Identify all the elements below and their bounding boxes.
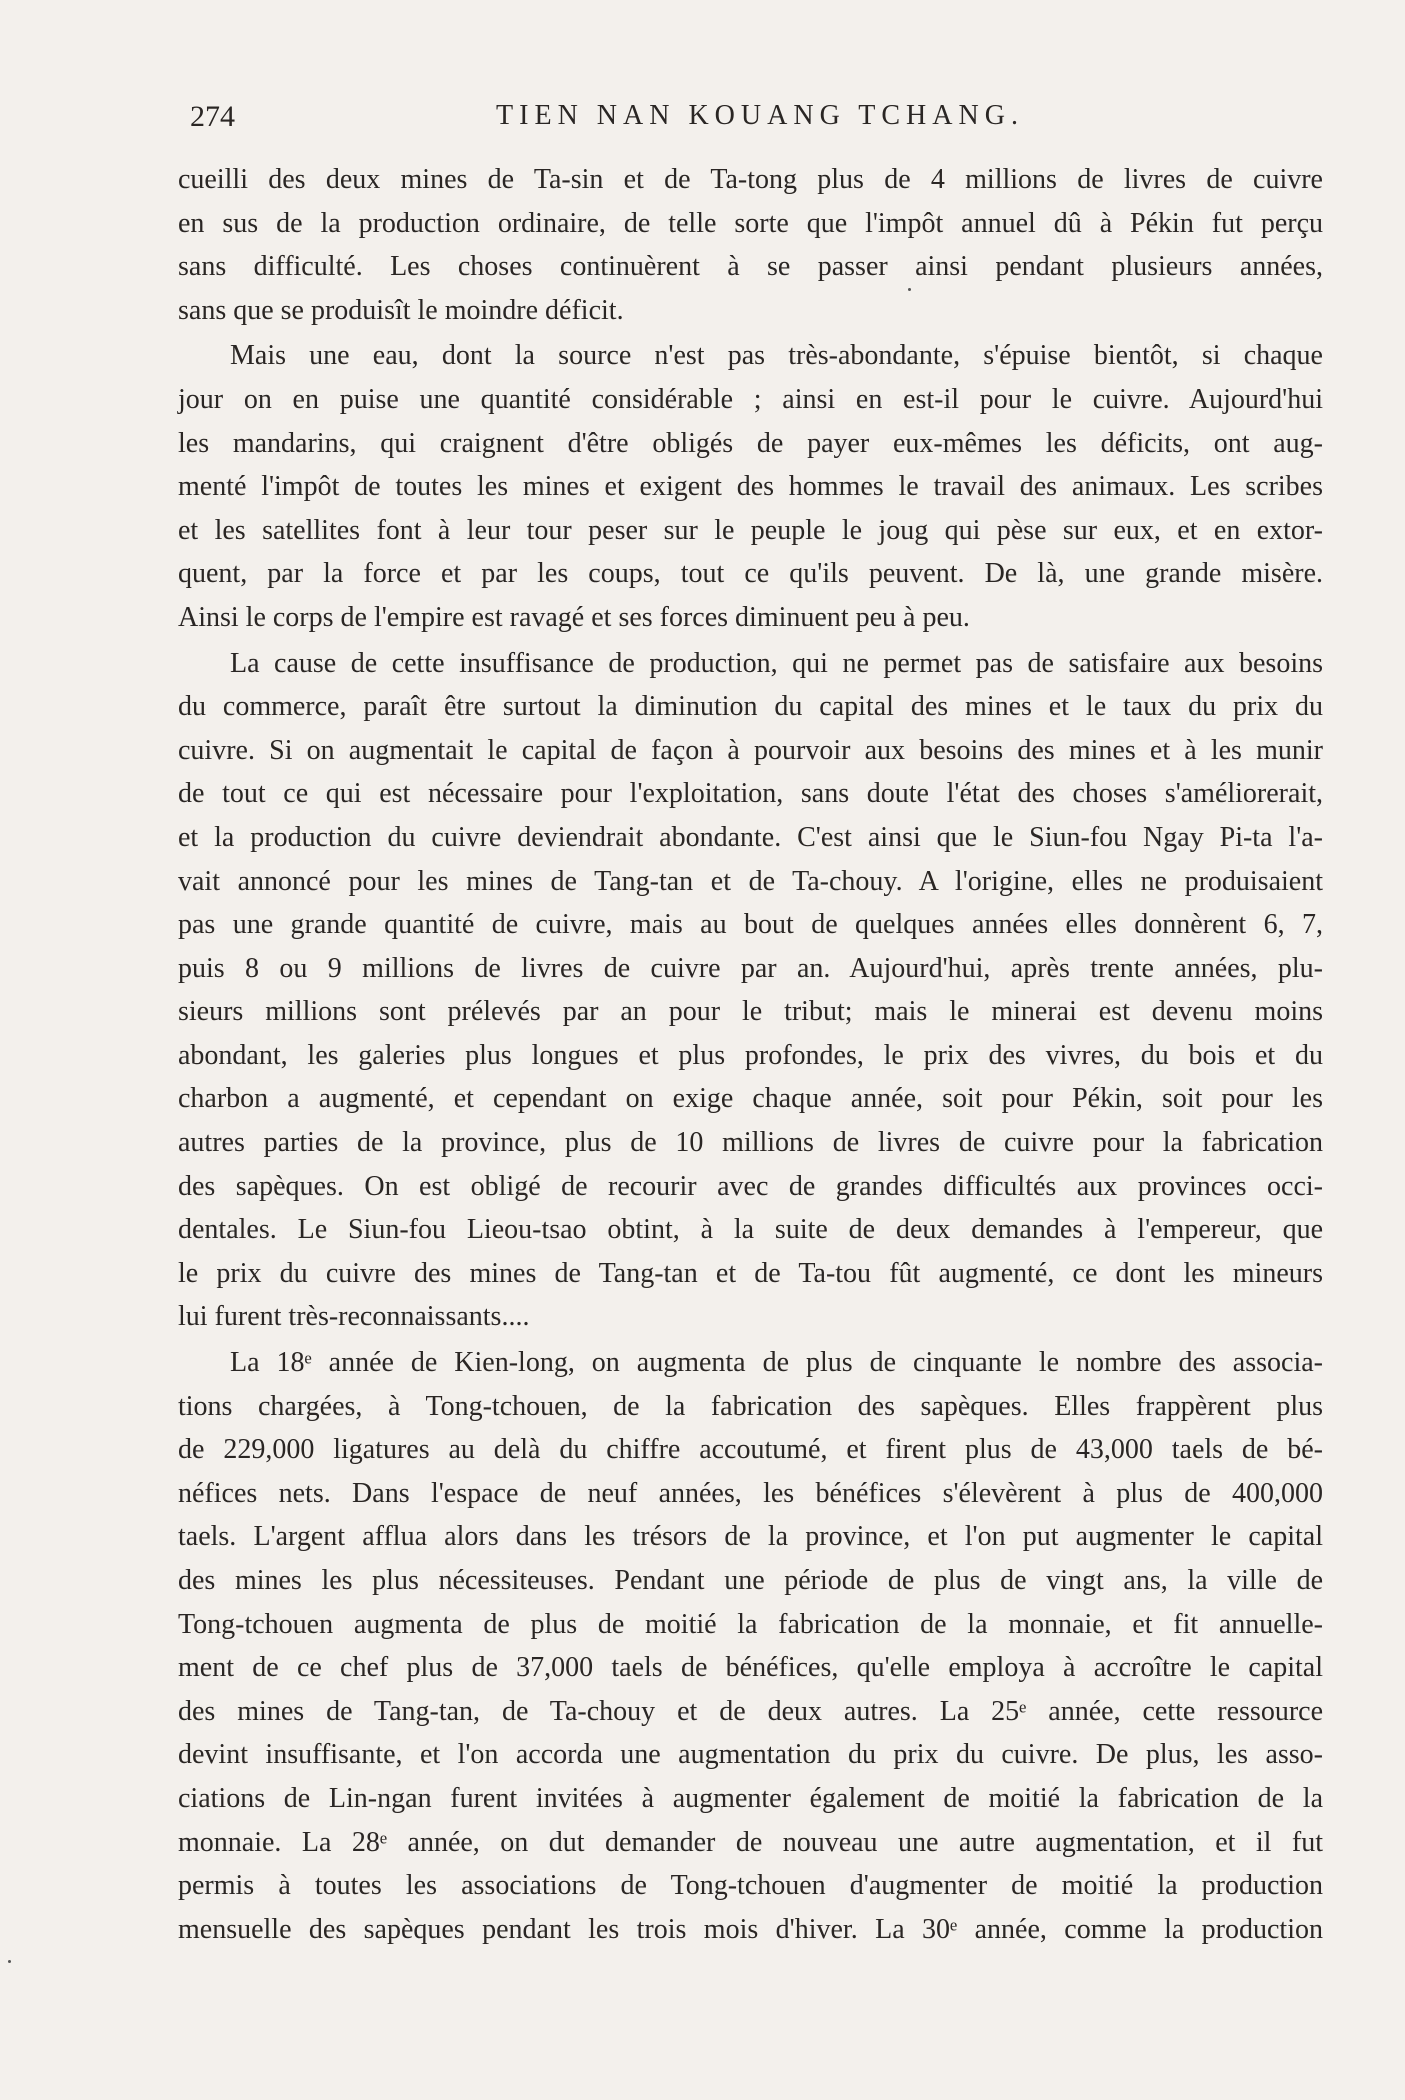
- text-line: quent, par la force et par les coups, tout ce qu'ils peuvent. De là, une grande misère.: [178, 558, 1323, 590]
- text-line: monnaie. La 28ᵉ année, on dut demander de nouveau une autre augmentation, et il fut: [178, 1826, 1323, 1858]
- text-line: devint insuffisante, et l'on accorda une augmentation du prix du cuivre. De plus, les asso-: [178, 1739, 1323, 1771]
- text-line: mensuelle des sapèques pendant les trois mois d'hiver. La 30ᵉ année, comme la production: [178, 1913, 1323, 1945]
- paragraph: [178, 158, 1323, 332]
- text-line: ment de ce chef plus de 37,000 taels de bénéfices, qu'elle employa à accroître le capital: [178, 1652, 1323, 1684]
- text-line: néfices nets. Dans l'espace de neuf années, les bénéfices s'élevèrent à plus de 400,000: [178, 1477, 1323, 1509]
- text-line: du commerce, paraît être surtout la diminution du capital des mines et le taux du prix du: [178, 691, 1323, 723]
- text-line: sieurs millions sont prélevés par an pour le tribut; mais le minerai est devenu moins: [178, 996, 1323, 1028]
- text-line: cuivre. Si on augmentait le capital de façon à pourvoir aux besoins des mines et à les munir: [178, 734, 1323, 766]
- paragraph: [178, 1341, 1323, 1951]
- text-line: permis à toutes les associations de Tong-tchouen d'augmenter de moitié la production: [178, 1870, 1323, 1902]
- text-line: le prix du cuivre des mines de Tang-tan et de Ta-tou fût augmenté, ce dont les mineurs: [178, 1257, 1323, 1289]
- text-line: ciations de Lin-ngan furent invitées à augmenter également de moitié la fabrication de la: [178, 1782, 1323, 1814]
- text-line: charbon a augmenté, et cependant on exige chaque année, soit pour Pékin, soit pour les: [178, 1083, 1323, 1115]
- text-line: et les satellites font à leur tour peser sur le peuple le joug qui pèse sur eux, et en extor-: [178, 514, 1323, 546]
- text-line: et la production du cuivre deviendrait abondante. C'est ainsi que le Siun-fou Ngay Pi-ta l'a-: [178, 821, 1323, 853]
- text-line: tions chargées, à Tong-tchouen, de la fabrication des sapèques. Elles frappèrent plus: [178, 1390, 1323, 1422]
- text-line: Mais une eau, dont la source n'est pas très-abondante, s'épuise bientôt, si chaque: [230, 340, 1323, 372]
- text-line: des mines les plus nécessiteuses. Pendant une période de plus de vingt ans, la ville de: [178, 1565, 1323, 1596]
- text-line: La cause de cette insuffisance de production, qui ne permet pas de satisfaire aux besoins: [230, 647, 1323, 679]
- text-line: menté l'impôt de toutes les mines et exigent des hommes le travail des animaux. Les scribes: [178, 471, 1323, 503]
- paragraph: [178, 334, 1323, 639]
- text-line: cueilli des deux mines de Ta-sin et de Ta-tong plus de 4 millions de livres de cuivre: [178, 164, 1323, 195]
- text-line: sans que se produisît le moindre déficit.: [178, 294, 624, 326]
- body-text: [178, 158, 1323, 1951]
- text-line: en sus de la production ordinaire, de telle sorte que l'impôt annuel dû à Pékin fut perçu: [178, 207, 1323, 239]
- text-line: dentales. Le Siun-fou Lieou-tsao obtint, à la suite de deux demandes à l'empereur, que: [178, 1214, 1323, 1246]
- print-speck: [8, 1960, 11, 1963]
- text-line: Ainsi le corps de l'empire est ravagé et ses forces diminuent peu à peu.: [178, 601, 970, 633]
- print-speck: [908, 288, 911, 291]
- text-line: des mines de Tang-tan, de Ta-chouy et de deux autres. La 25ᵉ année, cette ressource: [178, 1695, 1323, 1727]
- text-line: abondant, les galeries plus longues et plus profondes, le prix des vivres, du bois et du: [178, 1039, 1323, 1071]
- text-line: de 229,000 ligatures au delà du chiffre accoutumé, et firent plus de 43,000 taels de bé-: [178, 1434, 1323, 1466]
- text-line: autres parties de la province, plus de 10 millions de livres de cuivre pour la fabrication: [178, 1127, 1323, 1159]
- text-line: pas une grande quantité de cuivre, mais au bout de quelques années elles donnèrent 6, 7,: [178, 909, 1323, 941]
- text-line: puis 8 ou 9 millions de livres de cuivre par an. Aujourd'hui, après trente années, plu-: [178, 952, 1323, 984]
- text-line: des sapèques. On est obligé de recourir avec de grandes difficultés aux provinces occi-: [178, 1170, 1323, 1202]
- text-line: vait annoncé pour les mines de Tang-tan et de Ta-chouy. A l'origine, elles ne produisaient: [178, 865, 1323, 897]
- running-title: TIEN NAN KOUANG TCHANG.: [496, 100, 1024, 131]
- text-line: Tong-tchouen augmenta de plus de moitié la fabrication de la monnaie, et fit annuelle-: [178, 1608, 1323, 1640]
- text-line: les mandarins, qui craignent d'être obligés de payer eux-mêmes les déficits, ont aug-: [178, 427, 1323, 459]
- text-line: jour on en puise une quantité considérable ; ainsi en est-il pour le cuivre. Aujourd'hui: [178, 383, 1323, 415]
- text-line: sans difficulté. Les choses continuèrent à se passer ainsi pendant plusieurs années,: [178, 251, 1323, 283]
- text-line: taels. L'argent afflua alors dans les trésors de la province, et l'on put augmenter le capital: [178, 1521, 1323, 1553]
- text-line: de tout ce qui est nécessaire pour l'exploitation, sans doute l'état des choses s'améliorerait,: [178, 778, 1323, 810]
- text-line: La 18ᵉ année de Kien-long, on augmenta de plus de cinquante le nombre des associa-: [230, 1347, 1323, 1379]
- paragraph: [178, 642, 1323, 1340]
- page-number: 274: [190, 100, 235, 133]
- text-line: lui furent très-reconnaissants....: [178, 1301, 530, 1333]
